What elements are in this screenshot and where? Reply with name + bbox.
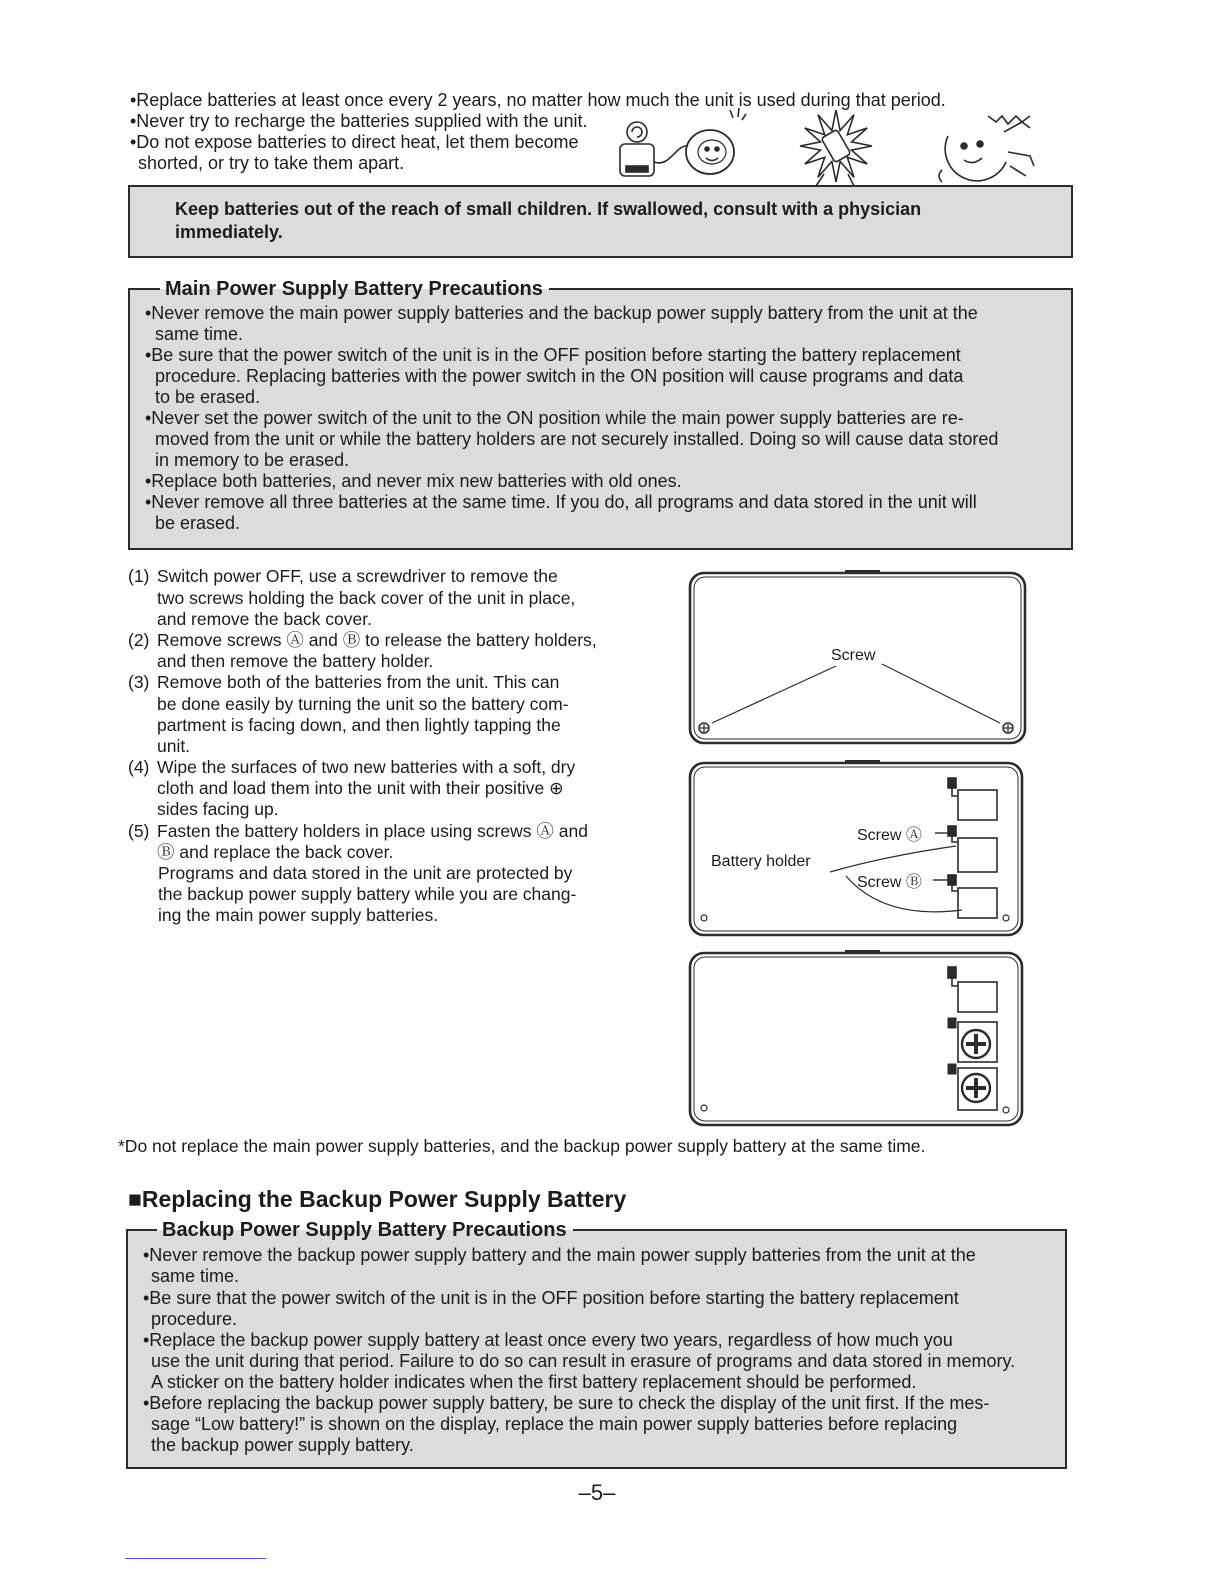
main-precaution-line: in memory to be erased. [155, 450, 350, 471]
step-line: Remove screws Ⓐ and Ⓑ to release the battery holders, [157, 629, 597, 650]
step-line: Wipe the surfaces of two new batteries with a soft, dry [157, 757, 576, 778]
top-note-line: •Replace batteries at least once every 2 years, no matter how much the unit is used during that period. [130, 90, 946, 110]
battery-holder-label: Battery holder [711, 853, 811, 870]
step-line: partment is facing down, and then lightly tapping the [157, 714, 561, 735]
screw-b-label: Screw Ⓑ [857, 874, 922, 891]
mount-hole [1003, 915, 1009, 921]
step-1 [128, 566, 618, 630]
top-notes [130, 111, 620, 174]
step-line: Switch power OFF, use a screwdriver to remove the [157, 566, 558, 587]
main-precaution-line: to be erased. [155, 386, 261, 407]
child-safety-warning [128, 185, 1073, 258]
main-precaution-line: •Replace both batteries, and never mix new batteries with old ones. [145, 471, 682, 492]
step-4 [128, 757, 618, 821]
note-line: ing the main power supply batteries. [158, 905, 439, 926]
step-2 [128, 630, 618, 672]
main-precaution-line: same time. [155, 323, 244, 344]
note-line: Programs and data stored in the unit are protected by [158, 863, 573, 884]
main-precaution-line: be erased. [155, 513, 241, 534]
warning-line: Keep batteries out of the reach of small children. If swallowed, consult with a physician [175, 199, 922, 219]
main-precaution-line: •Never set the power switch of the unit to the ON position while the main power supply batteries are re- [145, 407, 964, 428]
cover-notch [845, 570, 880, 574]
battery-holder-icon [948, 967, 997, 1012]
mount-hole [1003, 1107, 1009, 1113]
cover-notch [845, 760, 880, 764]
battery-positive-icon [948, 1064, 997, 1110]
backup-precaution-line: sage “Low battery!” is shown on the display, replace the main power supply batteries before replacing [151, 1414, 958, 1435]
heat-hazard-illustration [620, 108, 746, 176]
backup-precaution-line: procedure. [151, 1308, 238, 1329]
back-cover-diagram [686, 568, 1029, 748]
page-number: –5– [578, 1480, 616, 1505]
step-line: sides facing up. [157, 799, 279, 820]
mount-hole [701, 915, 707, 921]
backup-precaution-line: A sticker on the battery holder indicates when the first battery replacement should be performed. [151, 1371, 917, 1392]
backup-precaution-line: •Before replacing the backup power supply battery, be sure to check the display of the unit first. If the mes- [143, 1393, 990, 1414]
battery-holder-diagram [686, 758, 1029, 940]
short-circuit-illustration [800, 110, 872, 186]
main-precaution-line: •Never remove the main power supply batteries and the backup power supply battery from the unit at the [145, 302, 978, 323]
unit-inner-outline [694, 767, 1018, 931]
note-line: the backup power supply battery while you are chang- [158, 884, 577, 905]
step-number: (1) [128, 566, 150, 587]
backup-precaution-line: •Never remove the backup power supply battery and the main power supply batteries from the unit at the [143, 1245, 976, 1266]
warning-line: immediately. [175, 222, 283, 242]
footer-rule [125, 1558, 266, 1559]
steps-note [128, 863, 618, 927]
unit-outline [690, 953, 1022, 1125]
battery-loading-diagram [686, 948, 1029, 1130]
disassembly-hazard-illustration [939, 116, 1034, 182]
main-precautions-title: Main Power Supply Battery Precautions [160, 277, 549, 301]
screw-icon [699, 723, 709, 733]
step-number: (4) [128, 757, 150, 778]
backup-precaution-line: •Be sure that the power switch of the unit is in the OFF position before starting the battery replacement [143, 1287, 959, 1308]
top-note-line: •Do not expose batteries to direct heat, let them become [130, 132, 579, 152]
step-line: and remove the back cover. [157, 608, 372, 629]
step-number: (5) [128, 820, 150, 841]
step-line: unit. [157, 735, 191, 756]
cover-notch [845, 950, 880, 954]
backup-power-precautions-box [126, 1219, 1067, 1469]
screw-label: Screw [831, 647, 876, 664]
step-line: be done easily by turning the unit so the battery com- [157, 693, 569, 714]
step-line: cloth and load them into the unit with their positive ⊕ [157, 778, 564, 799]
mount-hole [701, 1105, 707, 1111]
backup-precaution-line: use the unit during that period. Failure to do so can result in erasure of programs and data stored in memory. [151, 1350, 1016, 1371]
replacement-steps [128, 566, 618, 926]
step-line: Ⓑ and replace the back cover. [157, 841, 394, 862]
battery-hazard-illustrations [612, 104, 1052, 190]
footnote: *Do not replace the main power supply batteries, and the backup power supply battery at the same time. [118, 1136, 926, 1156]
step-line: Fasten the battery holders in place using screws Ⓐ and [157, 820, 588, 841]
main-power-precautions-box [128, 278, 1073, 550]
step-line: two screws holding the back cover of the unit in place, [157, 587, 576, 608]
main-precaution-line: procedure. Replacing batteries with the power switch in the ON position will cause programs and data [155, 365, 964, 386]
battery-positive-icon [948, 1018, 997, 1062]
backup-precaution-line: the backup power supply battery. [151, 1435, 414, 1456]
step-line: Remove both of the batteries from the unit. This can [157, 672, 560, 693]
backup-precaution-line: same time. [151, 1266, 240, 1287]
step-line: and then remove the battery holder. [157, 651, 434, 672]
holder-leader-line [830, 846, 956, 872]
screw-leader-line [882, 664, 1000, 723]
unit-outline [690, 763, 1022, 935]
screw-icon [1003, 723, 1013, 733]
main-precaution-line: •Be sure that the power switch of the unit is in the OFF position before starting the battery replacement [145, 344, 961, 365]
top-note-line: •Never try to recharge the batteries supplied with the unit. [130, 111, 588, 131]
main-precaution-line: •Never remove all three batteries at the same time. If you do, all programs and data stored in the unit will [145, 492, 977, 513]
main-precaution-line: moved from the unit or while the battery holders are not securely installed. Doing so will cause data stored [155, 429, 999, 450]
battery-holder-icon [948, 778, 997, 918]
screw-a-label: Screw Ⓐ [857, 827, 922, 844]
step-5 [128, 821, 618, 863]
screw-leader-line [712, 666, 836, 723]
section-heading: ■Replacing the Backup Power Supply Battery [128, 1186, 627, 1212]
step-number: (2) [128, 629, 150, 650]
step-number: (3) [128, 672, 150, 693]
backup-precaution-line: •Replace the backup power supply battery at least once every two years, regardless of how much you [143, 1329, 953, 1350]
top-note-line: shorted, or try to take them apart. [138, 153, 405, 173]
step-3 [128, 672, 618, 757]
backup-precautions-title: Backup Power Supply Battery Precautions [157, 1218, 573, 1242]
